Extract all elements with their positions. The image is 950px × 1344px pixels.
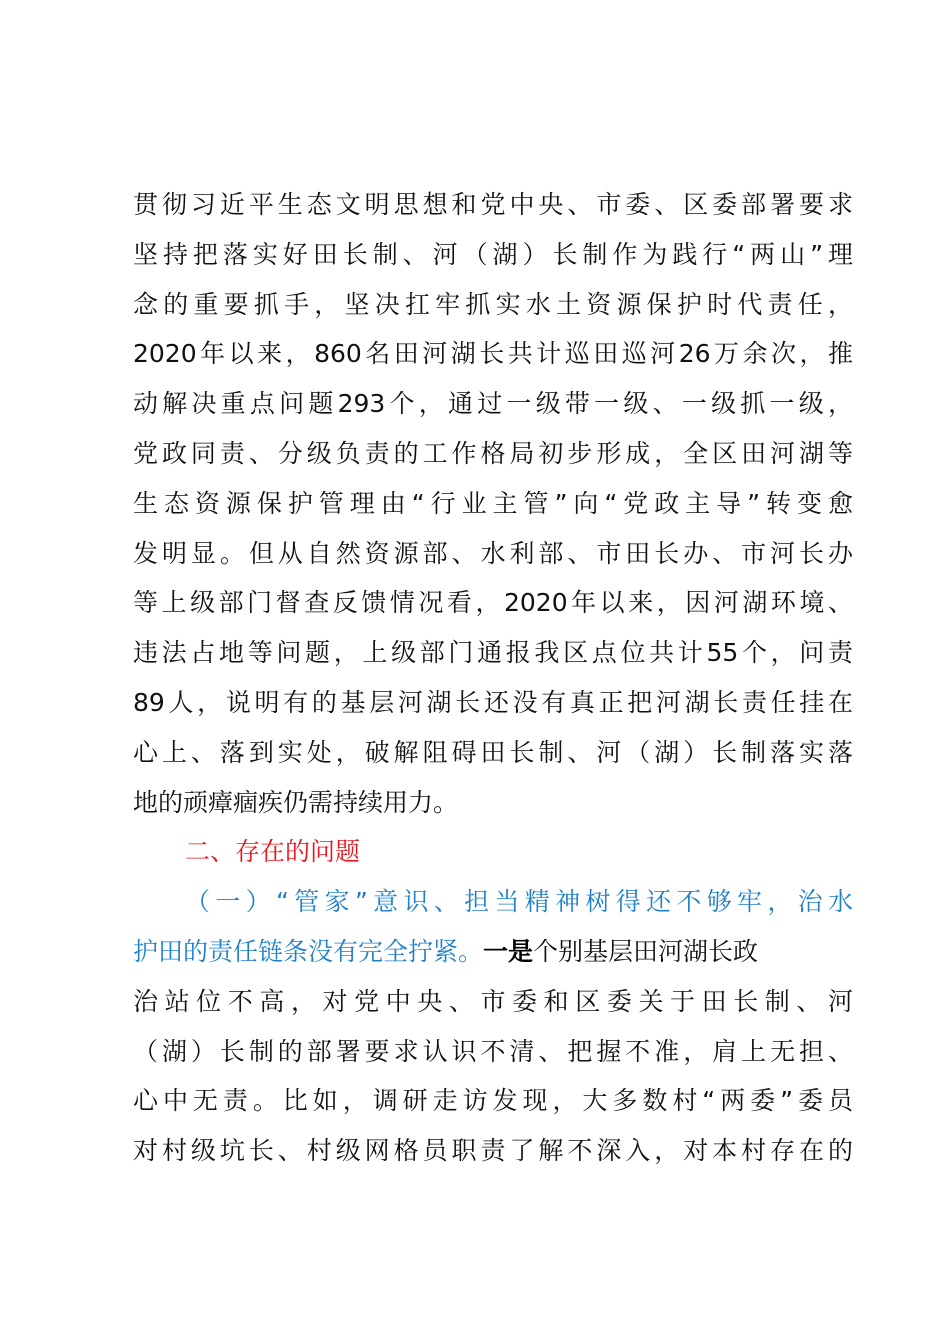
section-heading: 二、存在的问题 (185, 837, 361, 867)
body-line: 发明显。但从自然资源部、水利部、市田长办、市河长办 (133, 538, 853, 568)
subsection-line2 (133, 927, 853, 977)
subsection-heading-line2: 护田的责任链条没有完全拧紧。 (133, 936, 484, 966)
point-lead: 一是 (483, 936, 534, 966)
body-line: 等上级部门督查反馈情况看，2020年以来，因河湖环境、 (133, 588, 853, 618)
body-line: 89人，说明有的基层河湖长还没有真正把河湖长责任挂在 (133, 687, 853, 717)
body-line: 违法占地等问题，上级部门通报我区点位共计55个，问责 (133, 638, 853, 668)
body-line: 2020年以来，860名田河湖长共计巡田巡河26万余次，推 (133, 339, 853, 369)
body-line: 动解决重点问题293个，通过一级带一级、一级抓一级， (133, 389, 853, 419)
body-line: 坚持把落实好田长制、河（湖）长制作为践行“两山”理 (133, 239, 853, 269)
body-line: 心中无责。比如，调研走访发现，大多数村“两委”委员 (133, 1086, 853, 1116)
body-line: 治站位不高，对党中央、市委和区委关于田长制、河 (133, 986, 853, 1016)
subsection-heading-line1: （一）“管家”意识、担当精神树得还不够牢，治水 (185, 887, 853, 917)
point-text: 个别基层田河湖长政 (533, 936, 759, 966)
body-line: 贯彻习近平生态文明思想和党中央、市委、区委部署要求 (133, 190, 853, 219)
body-line: 生态资源保护管理由“行业主管”向“党政主导”转变愈 (133, 488, 853, 518)
body-line: 对村级坑长、村级网格员职责了解不深入，对本村存在的 (133, 1136, 853, 1166)
document-body (133, 180, 853, 1176)
body-line: （湖）长制的部署要求认识不清、把握不准，肩上无担、 (133, 1036, 853, 1066)
body-line: 地的顽瘴痼疾仍需持续用力。 (133, 787, 459, 817)
body-line: 党政同责、分级负责的工作格局初步形成，全区田河湖等 (133, 438, 853, 468)
body-line: 心上、落到实处，破解阻碍田长制、河（湖）长制落实落 (133, 737, 853, 767)
body-line: 念的重要抓手，坚决扛牢抓实水土资源保护时代责任， (133, 289, 853, 319)
